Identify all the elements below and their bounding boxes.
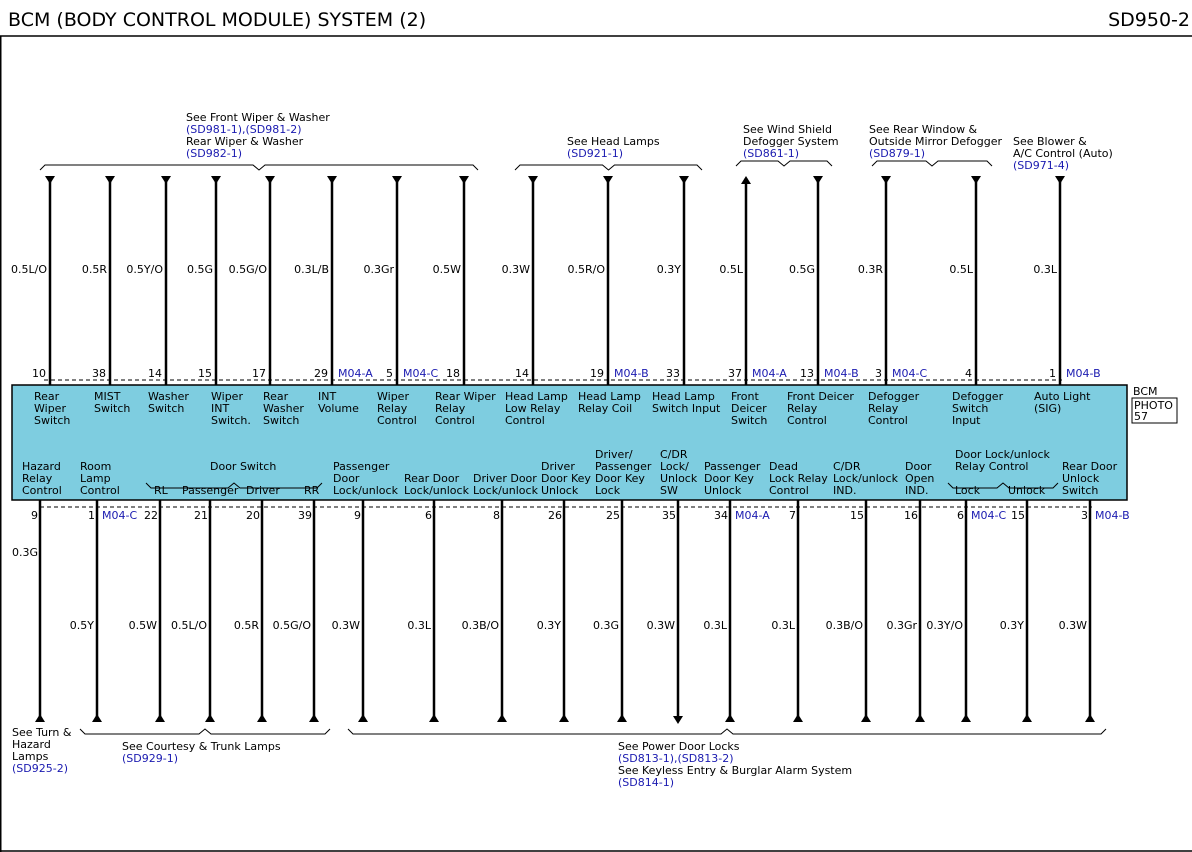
bottom-pin-label: Hazard [22, 460, 61, 473]
bottom-ref-power-door-ref: (SD814-1) [618, 776, 674, 789]
down-arrow [813, 176, 823, 184]
top-pin-label: Volume [318, 402, 359, 415]
wire-spec: 0.5L/O [11, 263, 47, 276]
wire-spec: 0.5Y/O [126, 263, 163, 276]
bottom-pin-label: Lock/unlock [333, 484, 398, 497]
bottom-pin-label: Lock/unlock [473, 484, 538, 497]
wire-spec: 0.3Gr [886, 619, 917, 632]
wire-spec: 0.5G/O [228, 263, 267, 276]
down-arrow [1055, 176, 1065, 184]
wire-spec: 0.5G [788, 263, 815, 276]
wire-spec: 0.5W [432, 263, 461, 276]
bottom-pin-label: Control [22, 484, 62, 497]
bottom-ref-turn-hazard-text: Hazard [12, 738, 51, 751]
down-arrow [327, 176, 337, 184]
bottom-pin-label: Unlock [704, 484, 742, 497]
top-pin-label: Washer [148, 390, 189, 403]
up-arrow [725, 714, 735, 722]
down-arrow [105, 176, 115, 184]
top-pin-label: Switch Input [652, 402, 721, 415]
bottom-bracket-power-door [348, 729, 1106, 734]
pin-number: 6 [425, 509, 432, 522]
door-lock-relay-group-label: Door Lock/unlock [955, 448, 1050, 461]
bottom-ref-courtesy-text: See Courtesy & Trunk Lamps [122, 740, 281, 753]
up-arrow [617, 714, 627, 722]
pin-number: 1 [88, 509, 95, 522]
connector-id: M04-C [102, 509, 138, 522]
top-pin-label: Switch [731, 414, 768, 427]
up-arrow [1085, 714, 1095, 722]
wire-spec: 0.3L [407, 619, 431, 632]
module-name: BCM [1133, 385, 1158, 398]
wire-spec: 0.3R [857, 263, 883, 276]
top-pin-label: Rear [263, 390, 289, 403]
bottom-pin-label: Driver [541, 460, 575, 473]
pin-number: 37 [728, 367, 742, 380]
up-arrow [497, 714, 507, 722]
top-pin-label: Wiper [211, 390, 243, 403]
up-arrow [961, 714, 971, 722]
bottom-pin-label: Lamp [80, 472, 111, 485]
pin-number: 3 [875, 367, 882, 380]
pin-number: 9 [354, 509, 361, 522]
top-ref-headlamps-text: See Head Lamps [567, 135, 660, 148]
bottom-pin-label: Passenger [704, 460, 761, 473]
page-title: BCM (BODY CONTROL MODULE) SYSTEM (2) [8, 9, 427, 31]
wire-spec: 0.5W [128, 619, 157, 632]
top-pin-label: MIST [94, 390, 121, 403]
down-arrow [265, 176, 275, 184]
top-pin-label: Input [952, 414, 981, 427]
bottom-pin-label: Control [769, 484, 809, 497]
photo-number: 57 [1134, 410, 1148, 423]
wire-spec: 0.5L/O [171, 619, 207, 632]
wire-spec: 0.3L/B [294, 263, 329, 276]
top-pin-label: Control [505, 414, 545, 427]
top-pin-label: Switch [263, 414, 300, 427]
bottom-pin-label: Door [333, 472, 360, 485]
wire-spec: 0.5L [949, 263, 973, 276]
bottom-ref-turn-hazard-text: See Turn & [12, 726, 72, 739]
top-pin-label: Relay [868, 402, 899, 415]
up-arrow [429, 714, 439, 722]
bottom-pin-label: Lock [955, 484, 981, 497]
top-bracket-windshield [736, 161, 832, 166]
bottom-ref-turn-hazard-text: Lamps [12, 750, 49, 763]
pin-number: 15 [850, 509, 864, 522]
up-arrow [915, 714, 925, 722]
down-arrow [603, 176, 613, 184]
down-arrow [459, 176, 469, 184]
wire-spec: 0.3W [331, 619, 360, 632]
down-arrow [673, 716, 683, 724]
bottom-ref-power-door-ref: (SD813-1),(SD813-2) [618, 752, 734, 765]
up-arrow [793, 714, 803, 722]
pin-number: 7 [789, 509, 796, 522]
pin-number: 16 [904, 509, 918, 522]
wire-spec: 0.3L [1033, 263, 1057, 276]
top-ref-headlamps-ref: (SD921-1) [567, 147, 623, 160]
top-ref-wiper-text: See Front Wiper & Washer [186, 111, 330, 124]
top-pin-label: Front [731, 390, 759, 403]
wire-spec: 0.3G [592, 619, 619, 632]
pin-number: 20 [246, 509, 260, 522]
pin-number: 10 [32, 367, 46, 380]
bottom-pin-label: IND. [833, 484, 857, 497]
page-code: SD950-2 [1108, 9, 1190, 31]
bottom-pin-label: Lock/ [660, 460, 689, 473]
top-pin-label: Washer [263, 402, 304, 415]
pin-number: 5 [386, 367, 393, 380]
down-arrow [881, 176, 891, 184]
bottom-pin-label: Door Key [541, 472, 591, 485]
down-arrow [392, 176, 402, 184]
top-pin-label: Rear [34, 390, 60, 403]
bottom-pin-label: Driver Door [473, 472, 537, 485]
pin-number: 25 [606, 509, 620, 522]
top-pin-label: Defogger [952, 390, 1004, 403]
wire-spec: 0.3W [501, 263, 530, 276]
top-pin-label: Wiper [34, 402, 66, 415]
top-pin-label: (SIG) [1034, 402, 1062, 415]
pin-number: 22 [144, 509, 158, 522]
bottom-pin-label: C/DR [833, 460, 861, 473]
top-bracket-wiper [40, 165, 478, 170]
pin-number: 6 [957, 509, 964, 522]
top-pin-label: Relay [435, 402, 466, 415]
pin-number: 33 [666, 367, 680, 380]
wire-spec: 0.3L [703, 619, 727, 632]
down-arrow [528, 176, 538, 184]
bottom-pin-label: SW [660, 484, 678, 497]
up-arrow [861, 714, 871, 722]
connector-id: M04-C [892, 367, 928, 380]
down-arrow [161, 176, 171, 184]
bottom-pin-label: Room [80, 460, 112, 473]
wire-spec: 0.3W [1058, 619, 1087, 632]
pin-number: 39 [298, 509, 312, 522]
wire-spec: 0.5R [233, 619, 259, 632]
bottom-pin-label: Door Key [704, 472, 754, 485]
wire-spec: 0.5G [186, 263, 213, 276]
pin-number: 4 [965, 367, 972, 380]
top-bracket-headlamps [515, 165, 702, 170]
down-arrow [679, 176, 689, 184]
bottom-pin-label: Switch [1062, 484, 1099, 497]
up-arrow [205, 714, 215, 722]
wire-spec: 0.3B/O [825, 619, 863, 632]
top-ref-wiper-ref: (SD981-1),(SD981-2) [186, 123, 302, 136]
bottom-ref-power-door-text: See Keyless Entry & Burglar Alarm System [618, 764, 853, 777]
top-pin-label: Defogger [868, 390, 920, 403]
pin-number: 9 [31, 509, 38, 522]
top-pin-label: Head Lamp [652, 390, 715, 403]
connector-id: M04-C [403, 367, 439, 380]
up-arrow [257, 714, 267, 722]
bottom-pin-label: Lock Relay [769, 472, 828, 485]
top-pin-label: Control [868, 414, 908, 427]
top-pin-label: Rear Wiper [435, 390, 496, 403]
top-pin-label: Switch [94, 402, 131, 415]
bottom-pin-label: Door Key [595, 472, 645, 485]
up-arrow [1022, 714, 1032, 722]
top-pin-label: Relay Coil [578, 402, 633, 415]
connector-id: M04-B [1066, 367, 1101, 380]
top-pin-label: Relay [377, 402, 408, 415]
bottom-pin-label: Control [80, 484, 120, 497]
wire-spec: 0.3Y [536, 619, 561, 632]
pin-number: 1 [1049, 367, 1056, 380]
pin-number: 35 [662, 509, 676, 522]
pin-number: 29 [314, 367, 328, 380]
pin-number: 38 [92, 367, 106, 380]
top-pin-label: Control [435, 414, 475, 427]
top-ref-windshield-text: Defogger System [743, 135, 839, 148]
pin-number: 26 [548, 509, 562, 522]
top-ref-wiper-text: Rear Wiper & Washer [186, 135, 304, 148]
bottom-pin-label: Lock/unlock [404, 484, 469, 497]
pin-number: 14 [515, 367, 529, 380]
bottom-pin-label: C/DR [660, 448, 688, 461]
top-pin-label: Front Deicer [787, 390, 854, 403]
top-pin-label: Head Lamp [505, 390, 568, 403]
door-switch-group-label: Door Switch [210, 460, 277, 473]
bottom-ref-courtesy-ref: (SD929-1) [122, 752, 178, 765]
connector-id: M04-A [752, 367, 787, 380]
wire-spec: 0.3W [646, 619, 675, 632]
top-ref-windshield-ref: (SD861-1) [743, 147, 799, 160]
bottom-pin-label: RL [154, 484, 168, 497]
bottom-pin-label: IND. [905, 484, 929, 497]
bottom-pin-label: Open [905, 472, 935, 485]
down-arrow [45, 176, 55, 184]
down-arrow [211, 176, 221, 184]
down-arrow [971, 176, 981, 184]
pin-number: 8 [493, 509, 500, 522]
top-bracket-rear-window [872, 161, 992, 166]
up-arrow [358, 714, 368, 722]
wire-spec: 0.5R/O [567, 263, 605, 276]
top-pin-label: Control [787, 414, 827, 427]
pin-number: 15 [198, 367, 212, 380]
bottom-pin-label: Dead [769, 460, 798, 473]
bottom-pin-label: Unlock [1062, 472, 1100, 485]
top-pin-label: INT [318, 390, 337, 403]
wire-spec: 0.5G/O [272, 619, 311, 632]
door-lock-relay-group-label: Relay Control [955, 460, 1029, 473]
top-pin-label: Switch [148, 402, 185, 415]
wire-spec: 0.5R [81, 263, 107, 276]
top-pin-label: Low Relay [505, 402, 561, 415]
top-pin-label: Relay [787, 402, 818, 415]
pin-number: 17 [252, 367, 266, 380]
bottom-pin-label: Unlock [660, 472, 698, 485]
pin-number: 19 [590, 367, 604, 380]
wire-spec: 0.3Y [656, 263, 681, 276]
bottom-ref-power-door-text: See Power Door Locks [618, 740, 740, 753]
top-ref-windshield-text: See Wind Shield [743, 123, 832, 136]
bottom-pin-label: RR [304, 484, 320, 497]
wire-spec: 0.5Y [69, 619, 94, 632]
bottom-pin-label: Passenger [333, 460, 390, 473]
bottom-pin-label: Driver [246, 484, 280, 497]
up-arrow [309, 714, 319, 722]
top-pin-label: Wiper [377, 390, 409, 403]
top-pin-label: INT [211, 402, 230, 415]
bottom-pin-label: Relay [22, 472, 53, 485]
connector-id: M04-B [824, 367, 859, 380]
bottom-bracket-courtesy [80, 729, 330, 734]
connector-id: M04-B [1095, 509, 1130, 522]
wire-spec: 0.3Y [999, 619, 1024, 632]
top-pin-label: Auto Light [1034, 390, 1091, 403]
bottom-ref-turn-hazard-ref: (SD925-2) [12, 762, 68, 775]
pin-number: 15 [1011, 509, 1025, 522]
bottom-pin-label: Lock/unlock [833, 472, 898, 485]
up-arrow [92, 714, 102, 722]
top-ref-rear-window-text: Outside Mirror Defogger [869, 135, 1002, 148]
up-arrow [155, 714, 165, 722]
bottom-pin-label: Passenger [182, 484, 239, 497]
connector-id: M04-A [735, 509, 770, 522]
top-pin-label: Deicer [731, 402, 767, 415]
photo-label: PHOTO [1134, 399, 1173, 412]
top-pin-label: Switch. [211, 414, 251, 427]
up-arrow [35, 714, 45, 722]
top-ref-blower-text: See Blower & [1013, 135, 1087, 148]
bottom-pin-label: Lock [595, 484, 621, 497]
connector-id: M04-C [971, 509, 1007, 522]
pin-number: 3 [1081, 509, 1088, 522]
top-pin-label: Switch [952, 402, 989, 415]
connector-id: M04-A [338, 367, 373, 380]
wire-spec: 0.3B/O [461, 619, 499, 632]
wire-spec: 0.3L [771, 619, 795, 632]
pin-number: 13 [800, 367, 814, 380]
wire-spec: 0.3G [12, 546, 39, 559]
top-ref-rear-window-text: See Rear Window & [869, 123, 978, 136]
bottom-pin-label: Driver/ [595, 448, 633, 461]
wire-spec: 0.3Gr [363, 263, 394, 276]
up-arrow [741, 176, 751, 184]
top-ref-blower-text: A/C Control (Auto) [1013, 147, 1113, 160]
wire-spec: 0.3Y/O [926, 619, 963, 632]
pin-number: 14 [148, 367, 162, 380]
top-ref-wiper-ref: (SD982-1) [186, 147, 242, 160]
top-ref-blower-ref: (SD971-4) [1013, 159, 1069, 172]
bottom-pin-label: Unlock [1008, 484, 1046, 497]
top-pin-label: Head Lamp [578, 390, 641, 403]
bottom-pin-label: Passenger [595, 460, 652, 473]
up-arrow [559, 714, 569, 722]
connector-id: M04-B [614, 367, 649, 380]
top-pin-label: Switch [34, 414, 71, 427]
pin-number: 18 [446, 367, 460, 380]
pin-number: 21 [194, 509, 208, 522]
bottom-pin-label: Rear Door [404, 472, 460, 485]
top-ref-rear-window-ref: (SD879-1) [869, 147, 925, 160]
bottom-pin-label: Door [905, 460, 932, 473]
bottom-pin-label: Rear Door [1062, 460, 1118, 473]
wire-spec: 0.5L [719, 263, 743, 276]
top-pin-label: Control [377, 414, 417, 427]
pin-number: 34 [714, 509, 728, 522]
bottom-pin-label: Unlock [541, 484, 579, 497]
